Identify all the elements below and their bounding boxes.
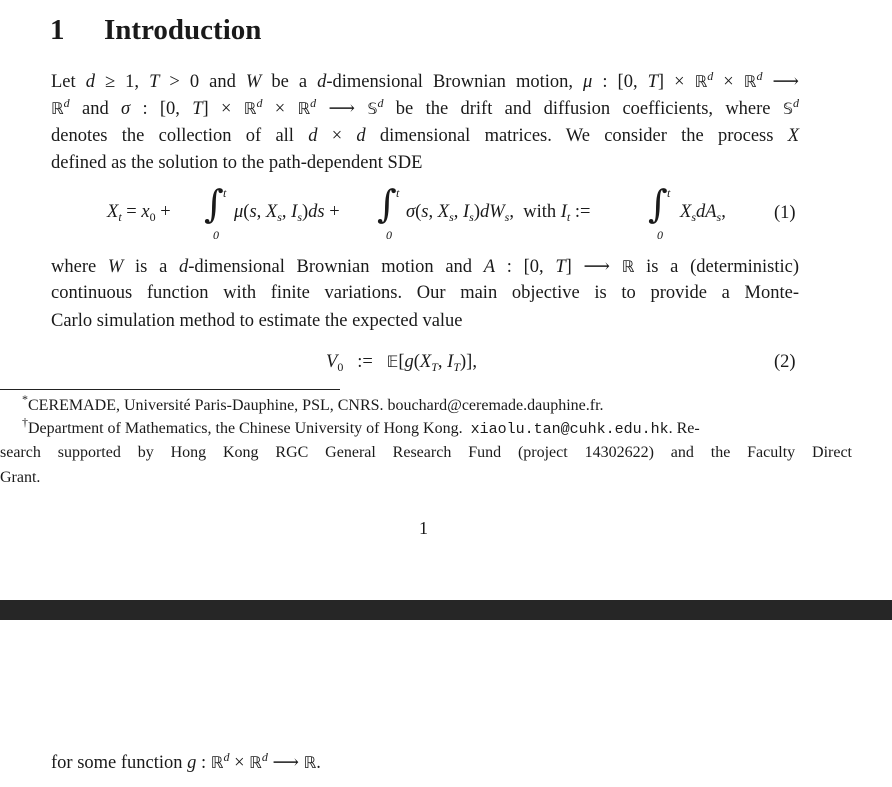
footnote-1: *CEREMADE, Université Paris-Dauphine, PSL, CNRS. bouchard@ceremade.dauphine.fr. — [22, 392, 604, 414]
text-line: where W is a d-dimensional Brownian motion and A : [0, T] ⟶ ℝ is a (deterministic) — [51, 257, 799, 277]
page-number: 1 — [419, 518, 428, 538]
text-line: Carlo simulation method to estimate the expected value — [51, 310, 463, 331]
text-line: continuous function with finite variations. Our main objective is to provide a Monte- — [51, 283, 799, 304]
intro-paragraph-1 — [51, 68, 799, 177]
equation-2: $V_0$ := $𝔼[g(X_T$, $I_T$)], — [326, 352, 477, 374]
text-line: ℝ$^d$ and σ : [0, T] × ℝ$^d$ × ℝ$^d$ ⟶ 𝕊$^d$ be the drift and diffusion coefficients, where 𝕊$^d$ — [51, 96, 799, 120]
intro-paragraph-2 — [51, 253, 799, 335]
text-line: defined as the solution to the path-dependent SDE — [51, 152, 423, 173]
footnote-rule — [0, 389, 340, 390]
page-1: 1 Introduction Let d ≥ 1, T > 0 and W be a d-dimensional Brownian motion, μ : [0, T] × ℝ$^d$ × ℝ$^d$ ⟶ ℝ$^d$ and σ : [0, T] × ℝ$^d$ × ℝ$^d$ ⟶ 𝕊$^d$ be the drift and diffusion coefficients, where 𝕊$^d$ denotes the collection of all d × d dimensional matrices. We consider the process X defined as the solution to the path-dependent SDE $X_t = x_0$ + ∫ t 0 μ(s, $X_s$, $I_s)ds$ + ∫ t 0 σ(s, $X_s$, $I_s)dW_s$, with $I_t$ := ∫ t 0 $X_sdA_s$, (1) where W is a d-dimensional Brownian motion and A : [0, T] ⟶ ℝ is a (deterministic) continuous function with finite variations. Our main objective is to provide a Monte- Carlo simulation method to estimate the expected value $V_0$ := $𝔼[g(X_T$, $I_T$)], (2) *CEREMADE, Université Paris-Dauphine, PSL, CNRS. bouchard@ceremade.dauphine.fr. †Department of Mathematics, the Chinese University of Hong Kong. xiaolu.tan@cuhk.edu.hk. Re- search supported by Hong Kong RGC General Research Fund (project 14302622) and the Faculty Direct Grant. 1 — [0, 0, 892, 600]
integral-sign: ∫ — [204, 182, 224, 226]
section-number: 1 — [50, 14, 65, 46]
equation-1-label: (1) — [774, 203, 796, 223]
page-separator — [0, 600, 892, 620]
footnote-2-line-2: search supported by Hong Kong RGC General Research Fund (project 14302622) and the Faculty Direct — [0, 444, 852, 461]
integral-sign: ∫ — [377, 182, 397, 226]
footnote-2-line-3: Grant. — [0, 469, 41, 486]
section-title: Introduction — [104, 14, 262, 46]
footnote-2: †Department of Mathematics, the Chinese University of Hong Kong. xiaolu.tan@cuhk.edu.hk. Re- — [22, 415, 700, 438]
continuation-text: for some function g : ℝ$^d$ × ℝ$^d$ ⟶ ℝ. — [51, 750, 321, 773]
email-link[interactable]: xiaolu.tan@cuhk.edu.hk — [470, 421, 669, 438]
integral-sign: ∫ — [648, 182, 668, 226]
text-line: denotes the collection of all d × d dimensional matrices. We consider the process X — [51, 125, 800, 146]
text-line: Let d ≥ 1, T > 0 and W be a d-dimensional Brownian motion, μ : [0, T] × ℝ$^d$ × ℝ$^d$ ⟶ — [51, 69, 799, 92]
equation-2-label: (2) — [774, 352, 796, 372]
